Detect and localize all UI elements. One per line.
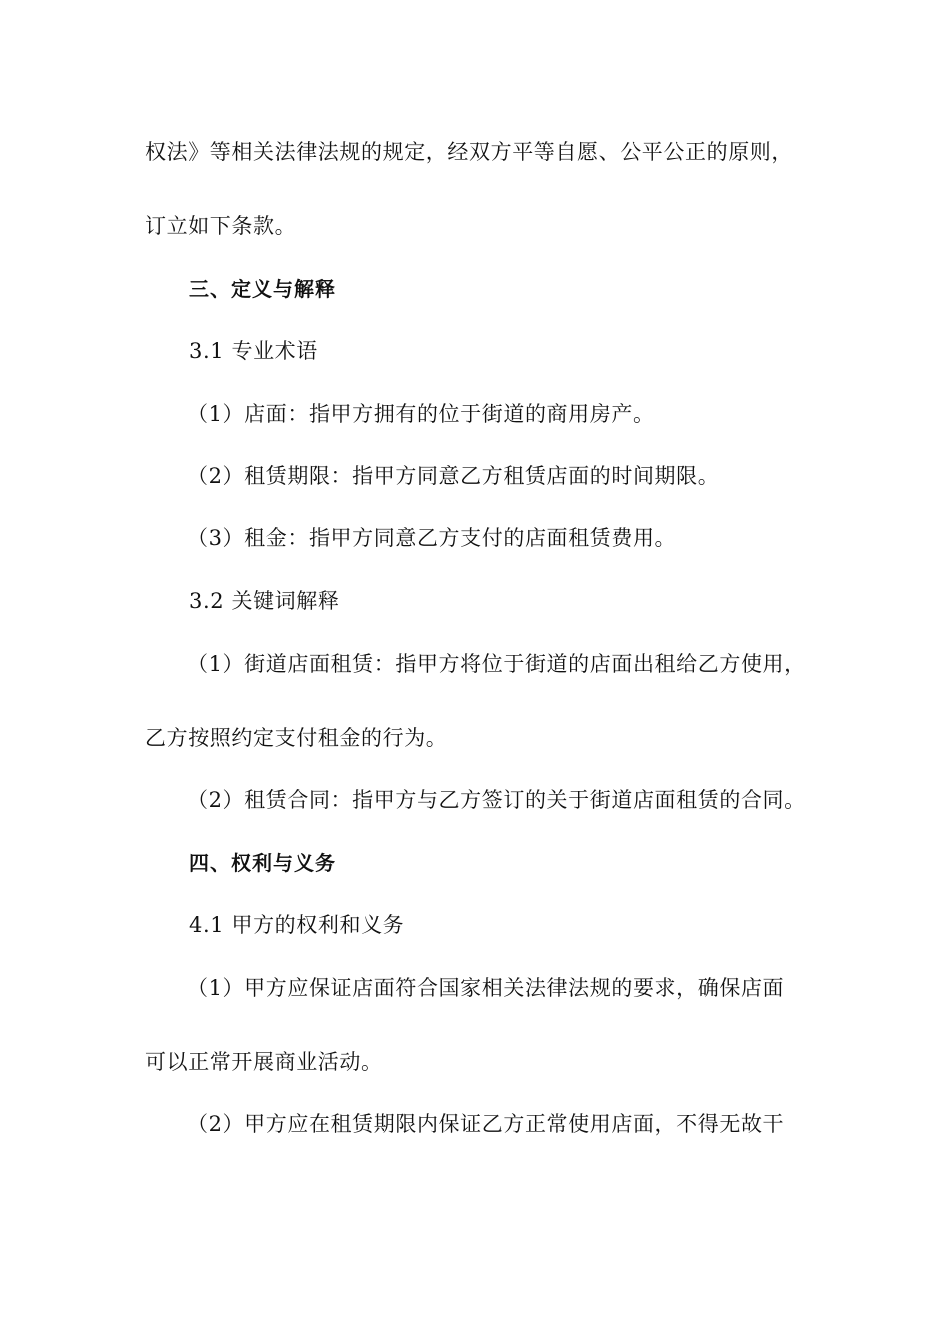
list-item: （1）店面：指甲方拥有的位于街道的商用房产。 — [187, 402, 655, 426]
subsection-heading-3-2: 3.2 关键词解释 — [189, 589, 340, 613]
section-heading-3: 三、定义与解释 — [189, 277, 336, 301]
paragraph-line: 订立如下条款。 — [145, 214, 297, 238]
section-heading-4: 四、权利与义务 — [189, 851, 336, 875]
list-item: （2）租赁合同：指甲方与乙方签订的关于街道店面租赁的合同。 — [187, 788, 806, 812]
list-item: （2）甲方应在租赁期限内保证乙方正常使用店面，不得无故干 — [187, 1112, 785, 1136]
paragraph-line: 乙方按照约定支付租金的行为。 — [145, 726, 448, 750]
subsection-heading-4-1: 4.1 甲方的权利和义务 — [189, 913, 405, 937]
paragraph-line: 可以正常开展商业活动。 — [145, 1050, 383, 1074]
list-item: （1）甲方应保证店面符合国家相关法律法规的要求，确保店面 — [187, 976, 785, 1000]
list-item: （1）街道店面租赁：指甲方将位于街道的店面出租给乙方使用， — [187, 652, 806, 676]
list-item: （2）租赁期限：指甲方同意乙方租赁店面的时间期限。 — [187, 464, 720, 488]
list-item: （3）租金：指甲方同意乙方支付的店面租赁费用。 — [187, 526, 677, 550]
paragraph-line: 权法》等相关法律法规的规定，经双方平等自愿、公平公正的原则， — [145, 140, 793, 164]
subsection-heading-3-1: 3.1 专业术语 — [189, 339, 318, 363]
